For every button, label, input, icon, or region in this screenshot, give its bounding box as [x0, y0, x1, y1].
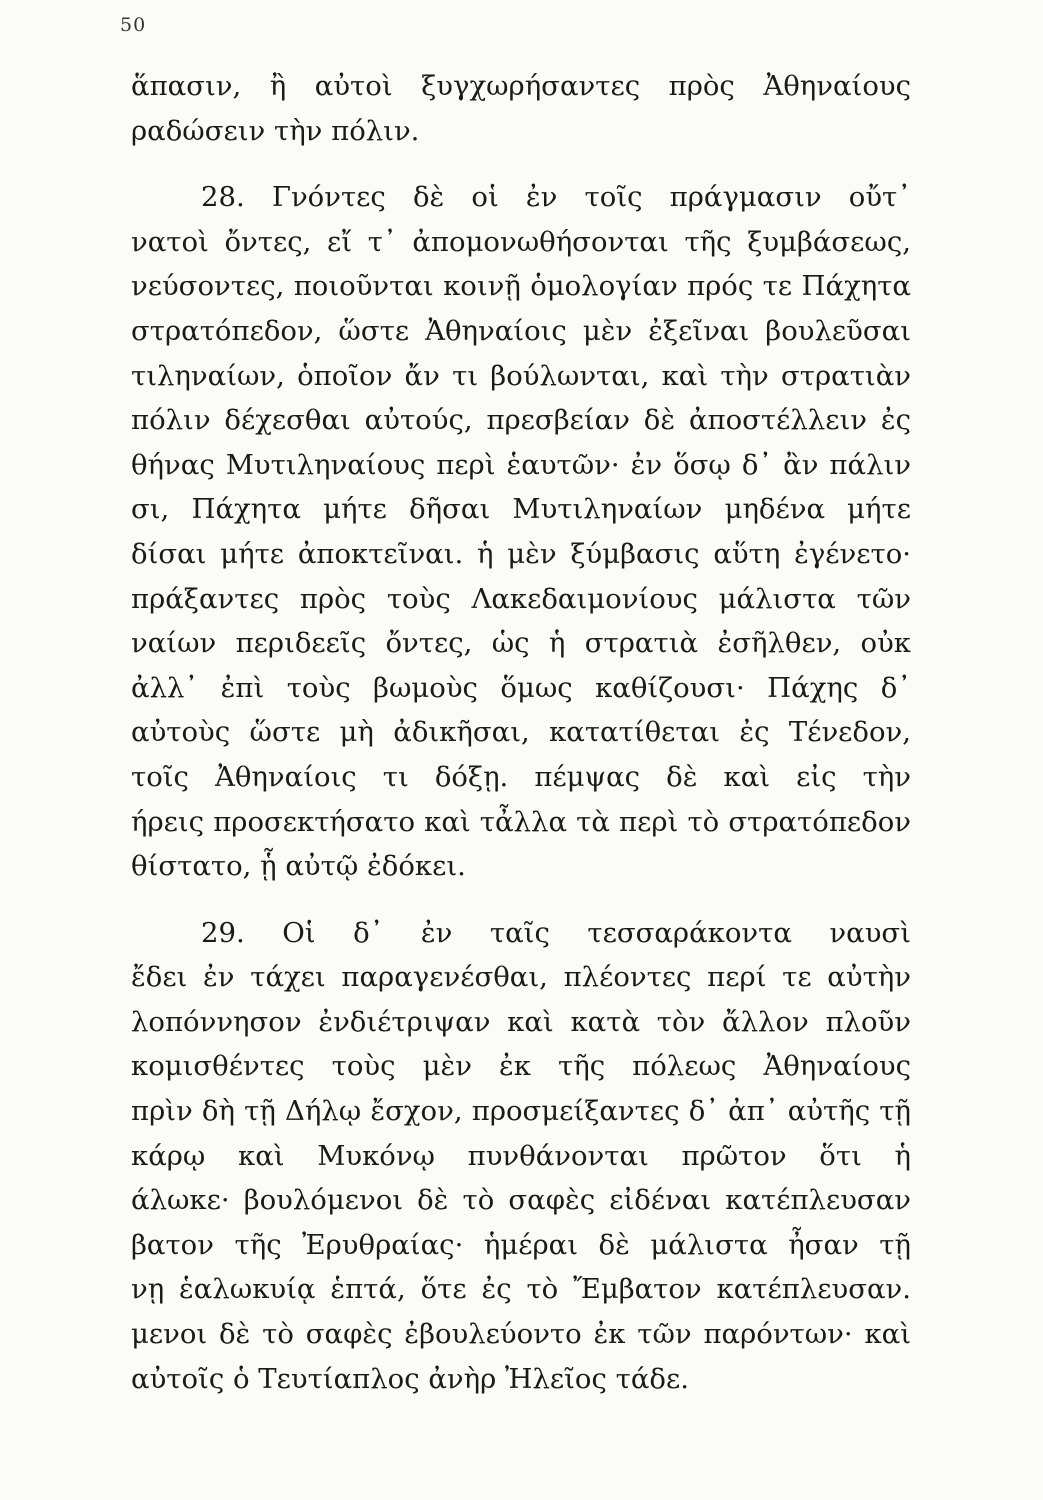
text-line: λοπόννησον ἐνδιέτριψαν καὶ κατὰ τὸν ἄλλον πλοῦν: [131, 1005, 911, 1038]
text-line: θίστατο, ᾗ αὐτῷ ἐδόκει.: [131, 850, 466, 883]
text-line: τοῖς Ἀθηναίοις τι δόξῃ. πέμψας δὲ καὶ εἰς τὴν: [131, 760, 911, 793]
paragraph-section-29: [131, 911, 911, 1402]
page-number: 50: [120, 14, 147, 36]
text-line: σι, Πάχητα μήτε δῆσαι Μυτιληναίων μηδένα μήτε: [131, 493, 911, 526]
text-line: ήρεις προσεκτήσατο καὶ τἆλλα τὰ περὶ τὸ στρατόπεδον: [131, 805, 911, 838]
text-line: ἔδει ἐν τάχει παραγενέσθαι, πλέοντες περί τε αὐτὴν: [131, 961, 911, 994]
text-line: ναίων περιδεεῖς ὄντες, ὡς ἡ στρατιὰ ἐσῆλθεν, οὐκ: [131, 627, 911, 660]
text-line: πρὶν δὴ τῇ Δήλῳ ἔσχον, προσμείξαντες δ᾽ ἀπ᾽ αὐτῆς τῇ: [131, 1095, 911, 1128]
text-line: 29. Οἱ δ᾽ ἐν ταῖς τεσσαράκοντα ναυσὶ: [201, 916, 911, 949]
greek-text-body: [131, 64, 911, 1401]
text-line: κομισθέντες τοὺς μὲν ἐκ τῆς πόλεως Ἀθηναίους: [131, 1050, 911, 1083]
text-line: ραδώσειν τὴν πόλιν.: [131, 114, 420, 147]
paragraph-section-28: [131, 175, 911, 889]
text-line: τιληναίων, ὁποῖον ἄν τι βούλωνται, καὶ τὴν στρατιὰν: [131, 359, 911, 392]
text-line: πόλιν δέχεσθαι αὐτούς, πρεσβείαν δὲ ἀποστέλλειν ἐς: [131, 404, 911, 437]
text-line: στρατόπεδον, ὥστε Ἀθηναίοις μὲν ἐξεῖναι βουλεῦσαι: [131, 314, 911, 347]
text-line: νατοὶ ὄντες, εἴ τ᾽ ἀπομονωθήσονται τῆς ξυμβάσεως,: [131, 225, 911, 258]
paragraph-continuation: [131, 64, 911, 153]
text-line: άλωκε· βουλόμενοι δὲ τὸ σαφὲς εἰδέναι κατέπλευσαν: [131, 1184, 911, 1217]
text-line: πράξαντες πρὸς τοὺς Λακεδαιμονίους μάλιστα τῶν: [131, 582, 911, 615]
text-line: ἀλλ᾽ ἐπὶ τοὺς βωμοὺς ὅμως καθίζουσι· Πάχης δ᾽: [131, 671, 911, 704]
text-line: μενοι δὲ τὸ σαφὲς ἐβουλεύοντο ἐκ τῶν παρόντων· καὶ: [131, 1318, 911, 1351]
text-line: δίσαι μήτε ἀποκτεῖναι. ἡ μὲν ξύμβασις αὕτη ἐγένετο·: [131, 537, 911, 570]
text-line: βατον τῆς Ἐρυθραίας· ἡμέραι δὲ μάλιστα ἦσαν τῇ: [131, 1228, 911, 1261]
text-line: κάρῳ καὶ Μυκόνῳ πυνθάνονται πρῶτον ὅτι ἡ: [131, 1139, 911, 1172]
text-line: θήνας Μυτιληναίους περὶ ἑαυτῶν· ἐν ὅσῳ δ᾽ ἂν πάλιν: [131, 448, 911, 481]
text-line: αὐτοὺς ὥστε μὴ ἀδικῆσαι, κατατίθεται ἐς Τένεδον,: [131, 716, 911, 749]
text-line: ἅπασιν, ἢ αὐτοὶ ξυγχωρήσαντες πρὸς Ἀθηναίους: [131, 70, 911, 102]
text-line: νεύσοντες, ποιοῦνται κοινῇ ὁμολογίαν πρός τε Πάχητα: [131, 270, 911, 303]
text-line: 28. Γνόντες δὲ οἱ ἐν τοῖς πράγμασιν οὔτ᾽: [201, 181, 911, 214]
text-line: νῃ ἑαλωκυίᾳ ἑπτά, ὅτε ἐς τὸ Ἔμβατον κατέπλευσαν.: [131, 1273, 911, 1306]
text-line: αὐτοῖς ὁ Τευτίαπλος ἀνὴρ Ἠλεῖος τάδε.: [131, 1362, 689, 1395]
